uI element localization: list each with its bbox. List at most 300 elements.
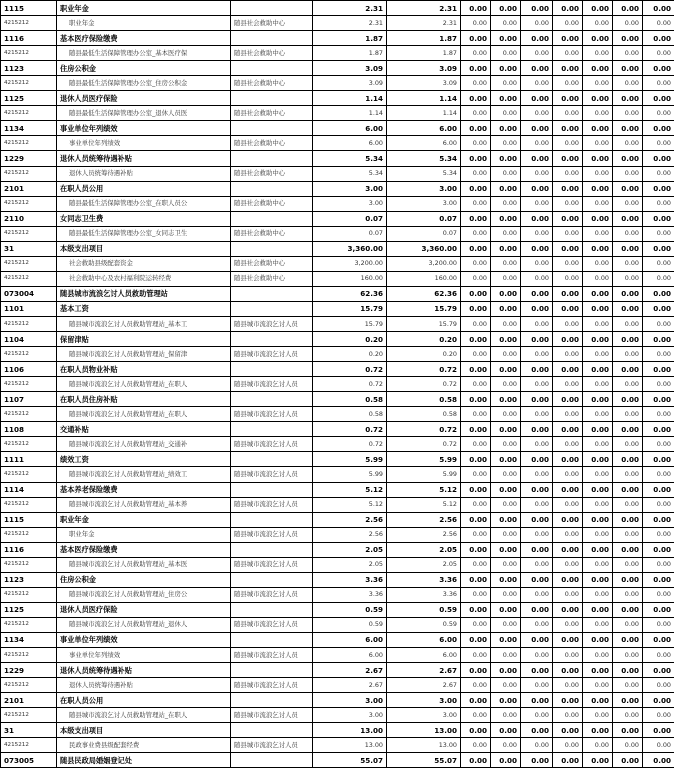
amount-cell: 0.00 [583,437,613,452]
amount-cell: 0.00 [643,196,674,211]
category-row [1,512,674,527]
detail-row [1,738,674,753]
amount-cell: 0.00 [553,723,583,738]
amount-cell: 0.00 [553,61,583,76]
amount-cell: 0.00 [553,557,583,572]
amount-cell: 15.79 [387,316,461,331]
amount-cell: 0.00 [643,211,674,226]
amount-cell: 0.59 [313,602,387,617]
detail-row [1,196,674,211]
amount-cell: 0.00 [613,347,643,362]
amount-cell: 0.00 [553,708,583,723]
row-code-cell: 2101 [1,693,57,708]
amount-cell: 0.00 [613,527,643,542]
amount-cell: 2.67 [313,663,387,678]
row-name-cell: 退休人员统筹待遇补贴 [57,151,231,166]
category-row [1,693,674,708]
amount-cell: 0.00 [643,572,674,587]
amount-cell: 0.00 [613,467,643,482]
row-unit-cell: 随县城市流浪乞讨人员 [231,708,313,723]
category-row [1,542,674,557]
row-name-cell: 民政事业费县级配套经费 [57,738,231,753]
amount-cell: 0.00 [521,151,553,166]
amount-cell: 0.00 [583,753,613,768]
amount-cell: 2.67 [387,663,461,678]
amount-cell: 0.00 [583,377,613,392]
category-row [1,753,674,768]
amount-cell: 0.00 [553,648,583,663]
amount-cell: 0.00 [461,377,491,392]
amount-cell: 0.00 [553,632,583,647]
row-unit-cell: 随县城市流浪乞讨人员 [231,527,313,542]
row-name-cell: 随县最低生活保障管理办公室_住房公积金 [57,76,231,91]
row-unit-cell: 随县城市流浪乞讨人员 [231,377,313,392]
amount-cell: 0.00 [491,678,521,693]
row-unit-cell [231,753,313,768]
amount-cell: 0.00 [583,121,613,136]
amount-cell: 0.59 [387,602,461,617]
amount-cell: 0.00 [553,542,583,557]
amount-cell: 2.56 [313,512,387,527]
amount-cell: 2.67 [387,678,461,693]
amount-cell: 0.00 [521,437,553,452]
row-code-cell: 4215212 [1,377,57,392]
amount-cell: 0.00 [553,301,583,316]
row-name-cell: 社会救助县级配套资金 [57,256,231,271]
detail-row [1,226,674,241]
detail-row [1,678,674,693]
row-name-cell: 随县城市流浪乞讨人员救助管理站_绩效工 [57,467,231,482]
row-unit-cell: 随县社会救助中心 [231,166,313,181]
amount-cell: 55.07 [387,753,461,768]
amount-cell: 0.00 [521,301,553,316]
amount-cell: 0.00 [643,648,674,663]
amount-cell: 0.00 [461,452,491,467]
amount-cell: 0.00 [643,542,674,557]
row-code-cell: 4215212 [1,587,57,602]
row-unit-cell: 随县社会救助中心 [231,106,313,121]
amount-cell: 0.00 [521,632,553,647]
row-code-cell: 4215212 [1,527,57,542]
category-row [1,452,674,467]
amount-cell: 0.00 [583,181,613,196]
amount-cell: 0.00 [553,46,583,61]
amount-cell: 3.36 [387,572,461,587]
category-row [1,723,674,738]
category-row [1,121,674,136]
amount-cell: 0.00 [613,121,643,136]
amount-cell: 0.00 [553,617,583,632]
amount-cell: 0.00 [643,708,674,723]
row-unit-cell: 随县城市流浪乞讨人员 [231,557,313,572]
row-code-cell: 1111 [1,452,57,467]
amount-cell: 0.00 [491,347,521,362]
row-code-cell: 4215212 [1,678,57,693]
amount-cell: 0.00 [461,46,491,61]
amount-cell: 3.00 [387,708,461,723]
row-code-cell: 1115 [1,512,57,527]
amount-cell: 0.00 [491,286,521,301]
row-name-cell: 绩效工资 [57,452,231,467]
detail-row [1,527,674,542]
amount-cell: 0.00 [643,452,674,467]
amount-cell: 0.00 [553,467,583,482]
row-unit-cell: 随县城市流浪乞讨人员 [231,617,313,632]
amount-cell: 5.34 [313,151,387,166]
amount-cell: 0.00 [491,121,521,136]
row-name-cell: 保留津贴 [57,332,231,347]
amount-cell: 0.00 [521,497,553,512]
amount-cell: 0.00 [461,91,491,106]
amount-cell: 0.00 [613,708,643,723]
amount-cell: 0.00 [613,587,643,602]
row-name-cell: 本级支出项目 [57,241,231,256]
amount-cell: 0.00 [491,61,521,76]
amount-cell: 0.00 [461,211,491,226]
row-name-cell: 职业年金 [57,527,231,542]
amount-cell: 6.00 [387,136,461,151]
amount-cell: 0.00 [583,1,613,16]
amount-cell: 0.00 [553,678,583,693]
amount-cell: 0.00 [553,226,583,241]
amount-cell: 5.12 [387,482,461,497]
amount-cell: 0.00 [643,587,674,602]
amount-cell: 0.00 [613,512,643,527]
amount-cell: 0.00 [613,61,643,76]
row-name-cell: 随县城市流浪乞讨人员救助管理站_交通补 [57,437,231,452]
amount-cell: 0.00 [521,241,553,256]
row-name-cell: 职业年金 [57,16,231,31]
amount-cell: 0.58 [313,392,387,407]
amount-cell: 0.00 [613,617,643,632]
amount-cell: 0.00 [583,663,613,678]
amount-cell: 5.99 [387,467,461,482]
amount-cell: 0.00 [491,1,521,16]
amount-cell: 0.00 [553,347,583,362]
amount-cell: 0.00 [461,497,491,512]
row-unit-cell: 随县社会救助中心 [231,226,313,241]
amount-cell: 6.00 [387,632,461,647]
amount-cell: 0.00 [583,166,613,181]
detail-row [1,437,674,452]
category-row [1,572,674,587]
amount-cell: 0.00 [521,46,553,61]
row-name-cell: 退休人员统筹待遇补贴 [57,678,231,693]
amount-cell: 0.00 [521,452,553,467]
amount-cell: 0.00 [461,316,491,331]
row-name-cell: 基本工资 [57,301,231,316]
row-code-cell: 2101 [1,181,57,196]
row-code-cell: 1106 [1,362,57,377]
row-code-cell: 4215212 [1,166,57,181]
amount-cell: 1.87 [313,46,387,61]
row-name-cell: 退休人员医疗保险 [57,602,231,617]
amount-cell: 0.00 [553,377,583,392]
amount-cell: 0.00 [583,301,613,316]
category-row [1,151,674,166]
amount-cell: 0.00 [491,136,521,151]
amount-cell: 0.72 [387,362,461,377]
amount-cell: 0.00 [461,557,491,572]
amount-cell: 0.00 [553,76,583,91]
amount-cell: 0.00 [553,286,583,301]
amount-cell: 3.09 [387,61,461,76]
amount-cell: 0.00 [613,181,643,196]
amount-cell: 0.00 [583,602,613,617]
amount-cell: 62.36 [387,286,461,301]
amount-cell: 0.72 [387,437,461,452]
amount-cell: 0.00 [643,693,674,708]
amount-cell: 0.00 [491,527,521,542]
detail-row [1,76,674,91]
amount-cell: 0.20 [387,347,461,362]
amount-cell: 0.00 [491,452,521,467]
row-unit-cell [231,723,313,738]
row-name-cell: 住房公积金 [57,572,231,587]
amount-cell: 6.00 [313,121,387,136]
row-code-cell: 1116 [1,31,57,46]
amount-cell: 0.00 [643,497,674,512]
amount-cell: 0.00 [643,527,674,542]
category-row [1,61,674,76]
category-row [1,602,674,617]
amount-cell: 0.00 [521,617,553,632]
amount-cell: 0.00 [491,301,521,316]
amount-cell: 0.00 [491,16,521,31]
amount-cell: 0.00 [461,542,491,557]
amount-cell: 0.00 [643,467,674,482]
amount-cell: 0.07 [313,226,387,241]
row-code-cell: 1115 [1,1,57,16]
row-unit-cell [231,693,313,708]
amount-cell: 0.00 [461,723,491,738]
amount-cell: 0.00 [491,241,521,256]
amount-cell: 0.00 [583,61,613,76]
amount-cell: 0.00 [491,151,521,166]
row-code-cell: 1123 [1,572,57,587]
amount-cell: 0.00 [583,632,613,647]
row-unit-cell [231,181,313,196]
row-code-cell: 4215212 [1,708,57,723]
amount-cell: 0.00 [643,46,674,61]
amount-cell: 0.00 [583,241,613,256]
amount-cell: 0.00 [583,256,613,271]
amount-cell: 0.00 [553,422,583,437]
amount-cell: 13.00 [387,723,461,738]
amount-cell: 0.00 [583,572,613,587]
amount-cell: 2.05 [313,557,387,572]
row-name-cell: 事业单位年列绩效 [57,632,231,647]
amount-cell: 0.00 [553,136,583,151]
amount-cell: 0.00 [553,211,583,226]
amount-cell: 0.00 [613,422,643,437]
row-code-cell: 073005 [1,753,57,768]
amount-cell: 0.00 [491,572,521,587]
amount-cell: 0.00 [583,196,613,211]
amount-cell: 0.00 [643,617,674,632]
row-code-cell: 1134 [1,632,57,647]
detail-row [1,557,674,572]
amount-cell: 0.00 [643,332,674,347]
amount-cell: 0.00 [553,271,583,286]
row-code-cell: 4215212 [1,136,57,151]
amount-cell: 0.00 [521,678,553,693]
amount-cell: 0.00 [521,347,553,362]
amount-cell: 0.00 [553,587,583,602]
row-name-cell: 退休人员医疗保险 [57,91,231,106]
amount-cell: 0.00 [491,617,521,632]
amount-cell: 0.00 [613,91,643,106]
row-code-cell: 073004 [1,286,57,301]
detail-row [1,347,674,362]
row-code-cell: 1116 [1,542,57,557]
amount-cell: 0.00 [643,512,674,527]
amount-cell: 0.00 [643,678,674,693]
category-row [1,286,674,301]
amount-cell: 0.00 [461,1,491,16]
amount-cell: 0.00 [553,362,583,377]
amount-cell: 3.00 [313,181,387,196]
amount-cell: 0.00 [613,482,643,497]
detail-row [1,256,674,271]
row-unit-cell [231,452,313,467]
amount-cell: 0.00 [583,723,613,738]
row-unit-cell [231,241,313,256]
amount-cell: 0.00 [461,617,491,632]
detail-row [1,497,674,512]
row-name-cell: 事业单位年列绩效 [57,136,231,151]
amount-cell: 15.79 [387,301,461,316]
amount-cell: 0.00 [583,512,613,527]
amount-cell: 0.00 [553,106,583,121]
amount-cell: 160.00 [313,271,387,286]
row-name-cell: 在职人员公用 [57,693,231,708]
row-name-cell: 女同志卫生费 [57,211,231,226]
row-unit-cell [231,151,313,166]
amount-cell: 0.00 [583,31,613,46]
amount-cell: 15.79 [313,316,387,331]
row-unit-cell: 随县城市流浪乞讨人员 [231,437,313,452]
row-unit-cell: 随县城市流浪乞讨人员 [231,587,313,602]
amount-cell: 0.00 [583,347,613,362]
row-unit-cell [231,392,313,407]
amount-cell: 0.00 [461,512,491,527]
amount-cell: 0.00 [613,106,643,121]
amount-cell: 0.00 [521,527,553,542]
row-unit-cell [231,301,313,316]
amount-cell: 0.00 [553,196,583,211]
amount-cell: 0.00 [521,362,553,377]
amount-cell: 0.00 [583,151,613,166]
amount-cell: 0.20 [387,332,461,347]
detail-row [1,617,674,632]
detail-row [1,587,674,602]
amount-cell: 0.00 [461,61,491,76]
amount-cell: 5.12 [313,497,387,512]
amount-cell: 0.00 [461,632,491,647]
amount-cell: 0.00 [643,286,674,301]
amount-cell: 0.00 [613,723,643,738]
category-row [1,392,674,407]
amount-cell: 0.00 [491,76,521,91]
amount-cell: 0.00 [461,226,491,241]
amount-cell: 15.79 [313,301,387,316]
amount-cell: 0.00 [461,362,491,377]
amount-cell: 0.00 [583,392,613,407]
amount-cell: 0.00 [461,256,491,271]
amount-cell: 3.09 [387,76,461,91]
amount-cell: 0.00 [583,211,613,226]
amount-cell: 0.00 [643,316,674,331]
amount-cell: 0.00 [553,121,583,136]
amount-cell: 0.00 [491,663,521,678]
amount-cell: 5.34 [313,166,387,181]
amount-cell: 0.00 [521,587,553,602]
amount-cell: 0.59 [313,617,387,632]
amount-cell: 0.00 [583,617,613,632]
amount-cell: 0.00 [491,31,521,46]
amount-cell: 0.00 [521,31,553,46]
amount-cell: 0.00 [583,407,613,422]
row-code-cell: 2110 [1,211,57,226]
row-unit-cell [231,422,313,437]
row-code-cell: 4215212 [1,316,57,331]
amount-cell: 0.00 [553,572,583,587]
amount-cell: 0.00 [521,136,553,151]
row-unit-cell: 随县城市流浪乞讨人员 [231,347,313,362]
amount-cell: 0.00 [583,106,613,121]
amount-cell: 0.00 [643,76,674,91]
amount-cell: 0.00 [461,587,491,602]
amount-cell: 2.31 [313,1,387,16]
row-code-cell: 1107 [1,392,57,407]
amount-cell: 0.00 [553,663,583,678]
row-unit-cell [231,211,313,226]
amount-cell: 0.00 [521,196,553,211]
amount-cell: 0.00 [491,708,521,723]
amount-cell: 0.00 [491,723,521,738]
amount-cell: 2.56 [387,527,461,542]
amount-cell: 0.00 [491,422,521,437]
amount-cell: 0.00 [613,437,643,452]
amount-cell: 0.00 [461,678,491,693]
amount-cell: 0.00 [583,693,613,708]
amount-cell: 0.00 [583,271,613,286]
category-row [1,181,674,196]
amount-cell: 0.00 [613,497,643,512]
amount-cell: 0.00 [643,106,674,121]
amount-cell: 0.00 [461,572,491,587]
amount-cell: 0.00 [583,46,613,61]
amount-cell: 0.00 [643,226,674,241]
amount-cell: 0.00 [613,256,643,271]
amount-cell: 0.00 [613,211,643,226]
row-unit-cell: 随县社会救助中心 [231,256,313,271]
amount-cell: 0.00 [521,377,553,392]
amount-cell: 0.00 [491,196,521,211]
amount-cell: 0.00 [491,512,521,527]
row-name-cell: 随县城市流浪乞讨人员救助管理站_基本工 [57,316,231,331]
row-unit-cell [231,602,313,617]
amount-cell: 0.00 [491,557,521,572]
row-name-cell: 在职人员公用 [57,181,231,196]
amount-cell: 0.00 [613,226,643,241]
row-name-cell: 随县城市流浪乞讨人员救助管理站_在职人 [57,407,231,422]
amount-cell: 3.09 [313,76,387,91]
amount-cell: 0.00 [613,557,643,572]
row-unit-cell [231,512,313,527]
amount-cell: 0.00 [643,437,674,452]
